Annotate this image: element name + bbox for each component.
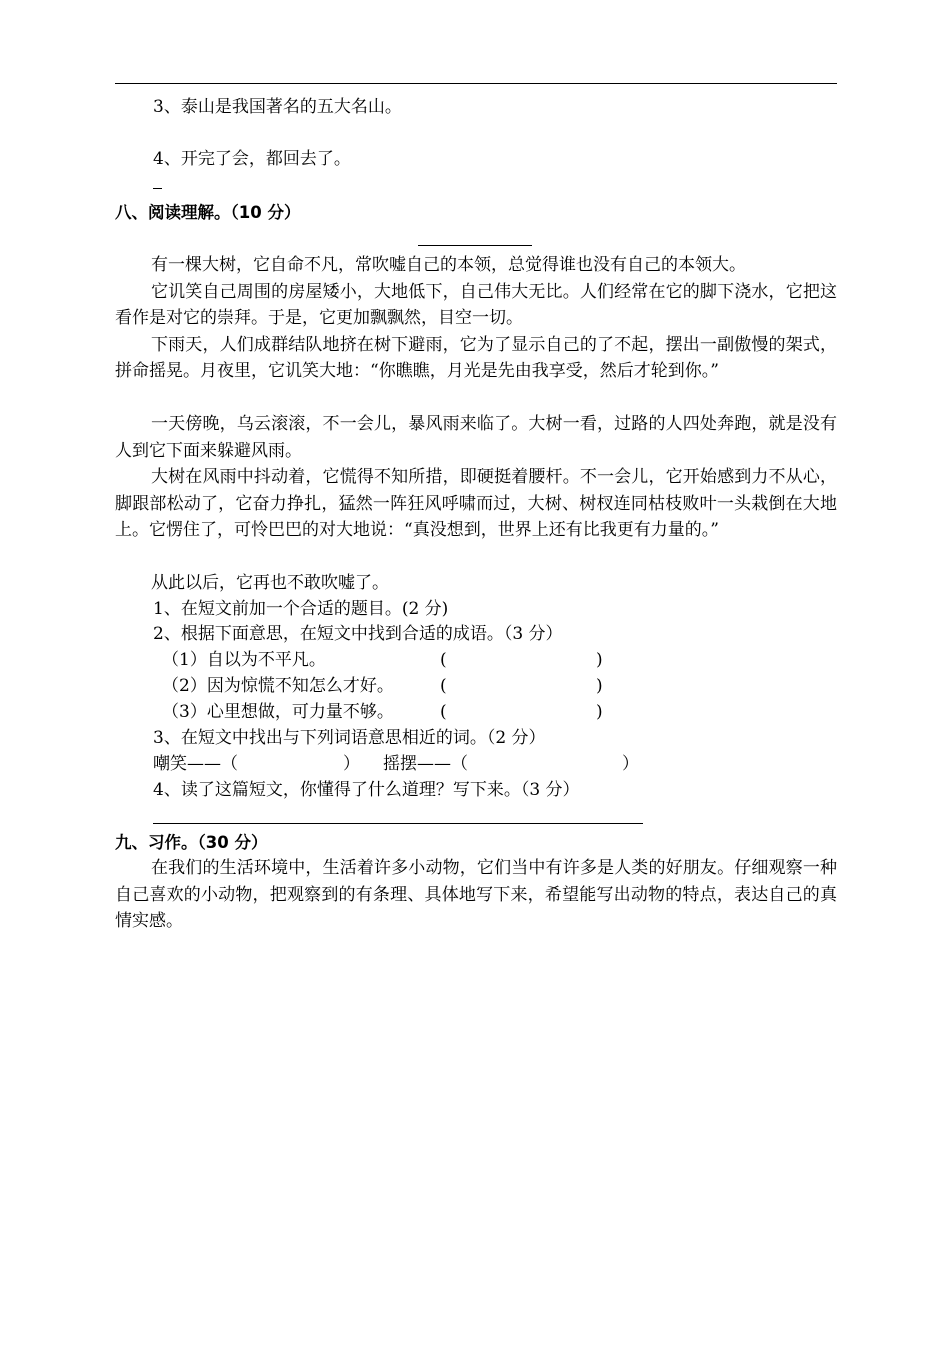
q2-item-1-open: (	[440, 650, 447, 670]
question-3: 3、在短文中找出与下列词语意思相近的词。（2 分）	[153, 728, 546, 748]
q3-word-1: 嘲笑——（	[153, 754, 238, 774]
passage-paragraph-1: 有一棵大树，它自命不凡，常吹嘘自己的本领，总觉得谁也没有自己的本领大。	[151, 255, 746, 275]
q3-word-1-close: ）	[343, 754, 360, 774]
section7-item-3: 3、泰山是我国著名的五大名山。	[153, 97, 402, 117]
q2-item-1-close: )	[596, 650, 603, 670]
passage-paragraph-2: 它讥笑自己周围的房屋矮小，大地低下，自己伟大无比。人们经常在它的脚下浇水，它把这看作是对它的崇拜。于是，它更加飘飘然，目空一切。	[115, 281, 837, 328]
q2-item-2-close: )	[596, 676, 603, 696]
q2-item-1-meaning: （1）自以为不平凡。	[162, 650, 326, 670]
section9-heading: 九、习作。（30 分）	[115, 833, 268, 852]
q2-item-2-meaning: （2）因为惊慌不知怎么才好。	[162, 676, 394, 696]
q3-word-2: 摇摆——（	[383, 754, 468, 774]
q2-item-3-meaning: （3）心里想做，可力量不够。	[162, 702, 394, 722]
q4-answer-line	[153, 823, 643, 824]
q3-word-2-close: ）	[622, 754, 639, 774]
section8-heading: 八、阅读理解。（10 分）	[115, 203, 301, 222]
q2-item-3-close: )	[596, 702, 603, 722]
question-1: 1、在短文前加一个合适的题目。(2 分)	[153, 599, 449, 619]
passage-paragraph-5: 大树在风雨中抖动着，它慌得不知所措，即硬挺着腰杆。不一会儿，它开始感到力不从心，脚跟部松动了，它奋力挣扎，猛然一阵狂风呼啸而过，大树、树杈连同枯枝败叶一头栽倒在大地上。它愣住了，可怜巴巴的对大地说：“真没想到，世界上还有比我更有力量的。”	[115, 467, 837, 540]
passage-paragraph-4: 一天傍晚，乌云滚滚，不一会儿，暴风雨来临了。大树一看，过路的人四处奔跑，就是没有人到它下面来躲避风雨。	[115, 414, 837, 461]
header-rule	[115, 83, 837, 84]
q2-item-3-open: (	[440, 702, 447, 722]
section7-item-4: 4、开完了会，都回去了。	[153, 149, 351, 169]
section9-prompt: 在我们的生活环境中，生活着许多小动物，它们当中有许多是人类的好朋友。仔细观察一种自己喜欢的小动物，把观察到的有条理、具体地写下来，希望能写出动物的特点，表达自己的真情实感。	[115, 858, 837, 931]
passage-paragraph-6: 从此以后，它再也不敢吹嘘了。	[151, 573, 389, 593]
question-2: 2、根据下面意思，在短文中找到合适的成语。（3 分）	[153, 624, 563, 644]
answer-blank-short	[153, 188, 162, 189]
passage-paragraph-3: 下雨天，人们成群结队地挤在树下避雨，它为了显示自己的了不起，摆出一副傲慢的架式，拼命摇晃。月夜里，它讥笑大地：“你瞧瞧，月光是先由我享受，然后才轮到你。”	[115, 334, 837, 381]
q2-item-2-open: (	[440, 676, 447, 696]
title-answer-line	[418, 245, 532, 246]
question-4: 4、读了这篇短文，你懂得了什么道理？写下来。（3 分）	[153, 780, 580, 800]
